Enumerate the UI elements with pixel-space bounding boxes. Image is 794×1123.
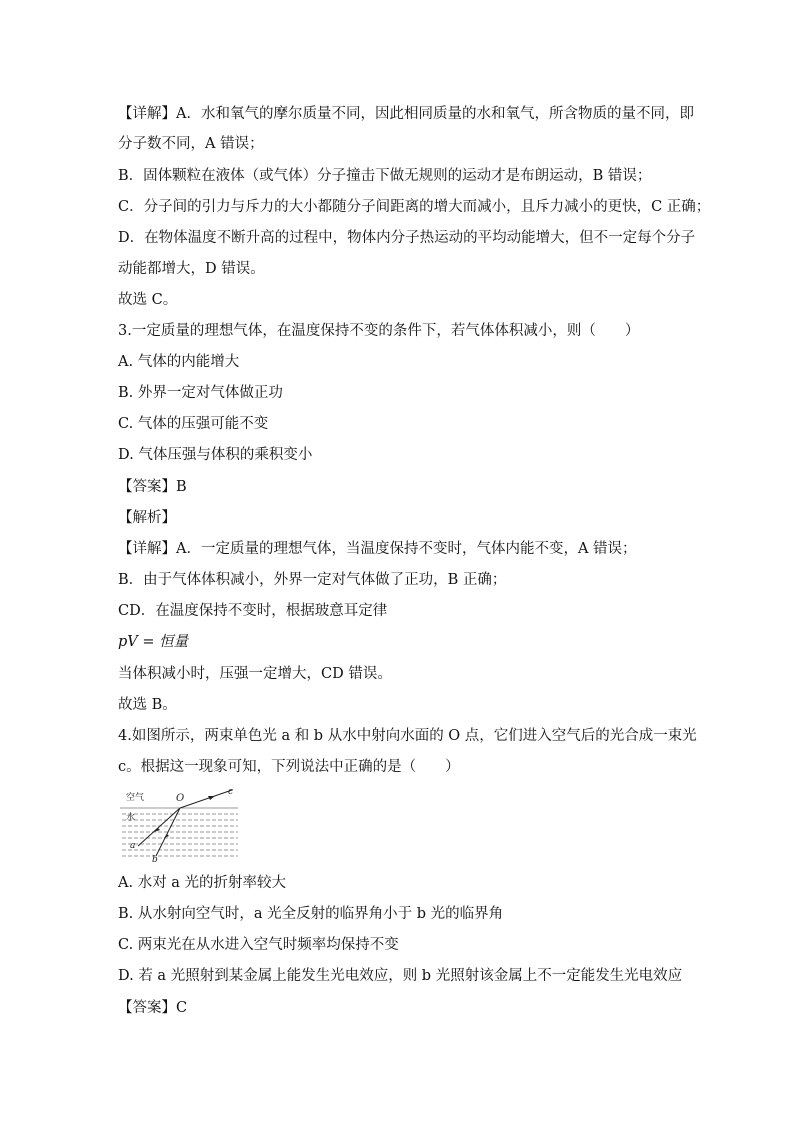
- text-line: 故选 B。: [118, 697, 177, 713]
- text-line: 【详解】A．水和氧气的摩尔质量不同，因此相同质量的水和氧气，所含物质的量不同，即: [118, 106, 694, 122]
- point-o-label: O: [176, 793, 185, 804]
- text-line: 故选 C。: [118, 292, 178, 308]
- ray-b-label: b: [152, 855, 158, 864]
- formula-line: pV = 恒量: [118, 634, 189, 650]
- text-line: D．在物体温度不断升高的过程中，物体内分子热运动的平均动能增大，但不一定每个分子: [118, 230, 696, 246]
- question-3-stem: 3.一定质量的理想气体，在温度保持不变的条件下，若气体体积减小，则（ ）: [118, 323, 640, 339]
- text-line: C．分子间的引力与斥力的大小都随分子间距离的增大而减小，且斥力减小的更快，C 正确；: [118, 199, 711, 215]
- text-line: B．由于气体体积减小，外界一定对气体做了正功，B 正确；: [118, 572, 507, 588]
- text-line: B．固体颗粒在液体（或气体）分子撞击下做无规则的运动才是布朗运动，B 错误；: [118, 168, 652, 184]
- text-line: CD．在温度保持不变时，根据玻意耳定律: [118, 603, 388, 619]
- option-a: A. 气体的内能增大: [118, 354, 240, 370]
- text-line: 【详解】A．一定质量的理想气体，当温度保持不变时，气体内能不变，A 错误；: [118, 541, 637, 557]
- air-label: 空气: [126, 793, 145, 803]
- answer-label: 【答案】B: [118, 479, 187, 495]
- option-c: C. 两束光在从水进入空气时频率均保持不变: [118, 937, 399, 953]
- question-4-stem-cont: c。根据这一现象可知，下列说法中正确的是（ ）: [118, 759, 460, 775]
- option-b: B. 从水射向空气时，a 光全反射的临界角小于 b 光的临界角: [118, 906, 504, 922]
- text-line: 动能都增大，D 错误。: [118, 261, 265, 277]
- water-label: 水: [126, 813, 136, 823]
- analysis-label: 【解析】: [118, 510, 176, 526]
- text-line: 分子数不同，A 错误；: [118, 136, 264, 152]
- option-a: A. 水对 a 光的折射率较大: [118, 875, 287, 891]
- question-4-stem: 4.如图所示，两束单色光 a 和 b 从水中射向水面的 O 点，它们进入空气后的光合成一束光: [118, 728, 697, 744]
- option-b: B. 外界一定对气体做正功: [118, 385, 283, 401]
- refraction-diagram: [120, 786, 240, 864]
- option-d: D. 若 a 光照射到某金属上能发生光电效应，则 b 光照射该金属上不一定能发生光电效应: [118, 968, 683, 984]
- option-d: D. 气体压强与体积的乘积变小: [118, 447, 313, 463]
- ray-a-label: a: [130, 841, 136, 851]
- text-line: 当体积减小时，压强一定增大，CD 错误。: [118, 666, 392, 682]
- ray-c-label: c: [228, 787, 234, 797]
- answer-label: 【答案】C: [118, 1000, 188, 1016]
- option-c: C. 气体的压强可能不变: [118, 416, 269, 432]
